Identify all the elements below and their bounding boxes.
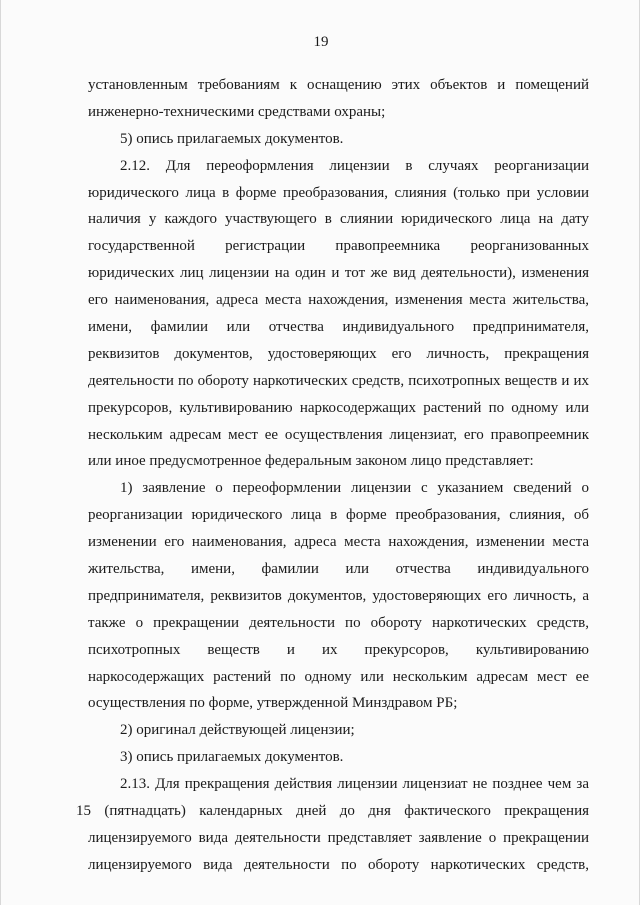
- text-line: 1) заявление о переоформлении лицензии с указанием сведений о: [120, 480, 589, 497]
- text-line: нескольким адресам мест ее осуществления лицензиат, его правопреемник: [88, 426, 589, 443]
- text-line: предпринимателя, реквизитов документов, удостоверяющих его личность, а: [88, 587, 589, 604]
- text-line: 15 (пятнадцать) календарных дней до дня фактического прекращения: [76, 803, 589, 820]
- text-line: прекурсоров, культивированию наркосодержащих растений по одному или: [88, 399, 589, 416]
- text-line: лицензируемого вида деятельности по обороту наркотических средств,: [88, 856, 589, 873]
- text-line: 3) опись прилагаемых документов.: [120, 749, 344, 766]
- text-line: 2) оригинал действующей лицензии;: [120, 722, 355, 739]
- text-line: имени, фамилии или отчества индивидуального предпринимателя,: [88, 319, 589, 336]
- text-line: или иное предусмотренное федеральным законом лицо представляет:: [88, 453, 534, 470]
- text-line: реквизитов документов, удостоверяющих его личность, прекращения: [88, 345, 589, 362]
- text-line: деятельности по обороту наркотических средств, психотропных веществ и их: [88, 372, 589, 389]
- text-line: наличия у каждого участвующего в слиянии юридического лица на дату: [88, 211, 589, 228]
- text-line: 2.13. Для прекращения действия лицензии лицензиат не позднее чем за: [120, 776, 589, 793]
- text-line: юридического лица в форме преобразования, слияния (только при условии: [88, 184, 589, 201]
- text-line: установленным требованиям к оснащению этих объектов и помещений: [88, 77, 589, 93]
- text-line: также о прекращении деятельности по обороту наркотических средств,: [88, 614, 589, 631]
- text-line: реорганизации юридического лица в форме преобразования, слияния, об: [88, 507, 589, 524]
- text-line: 2.12. Для переоформления лицензии в случаях реорганизации: [120, 157, 589, 174]
- page-number: 19: [313, 34, 329, 50]
- text-line: его наименования, адреса места нахождения, изменения места жительства,: [88, 292, 589, 309]
- document-body: [76, 72, 589, 879]
- text-line: изменении его наименования, адреса места нахождения, изменении места: [88, 534, 589, 551]
- text-line: инженерно-техническими средствами охраны;: [88, 103, 386, 120]
- text-line: осуществления по форме, утвержденной Минздравом РБ;: [88, 695, 458, 712]
- text-line: юридических лиц лицензии на один и тот же вид деятельности), изменения: [88, 265, 589, 282]
- text-line: государственной регистрации правопреемника реорганизованных: [88, 238, 589, 255]
- text-line: 5) опись прилагаемых документов.: [120, 130, 344, 147]
- text-line: психотропных веществ и их прекурсоров, культивированию: [88, 641, 589, 658]
- text-line: лицензируемого вида деятельности представляет заявление о прекращении: [88, 829, 589, 846]
- text-line: наркосодержащих растений по одному или нескольким адресам мест ее: [88, 668, 589, 685]
- text-line: жительства, имени, фамилии или отчества индивидуального: [88, 561, 589, 578]
